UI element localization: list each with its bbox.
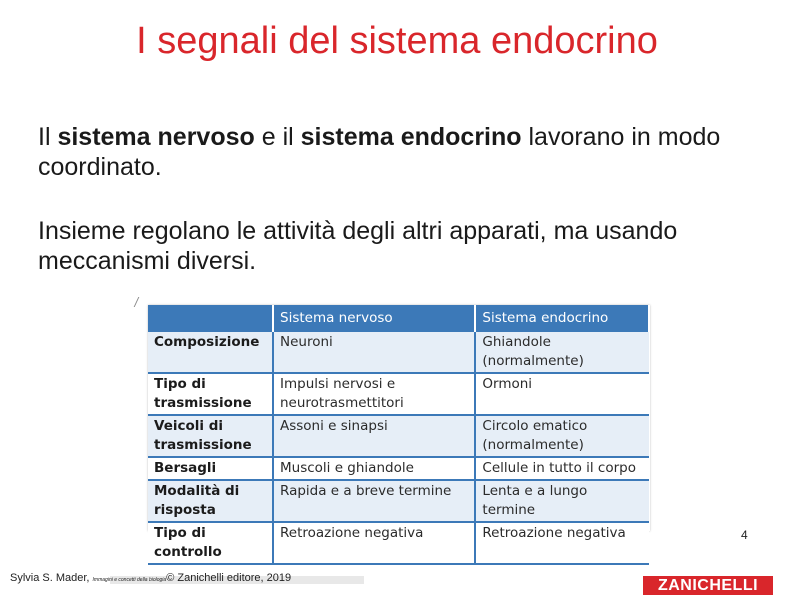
comparison-table-container [148, 305, 650, 560]
page-number: 4 [741, 528, 748, 542]
row-label: Tipo di trasmissione [148, 373, 273, 415]
table-row [148, 457, 649, 480]
table-header-endocrino: Sistema endocrino [475, 305, 649, 332]
row-label: Composizione [148, 332, 273, 373]
cell-endocrino: Ormoni [475, 373, 649, 415]
table-row [148, 522, 649, 564]
cell-nervoso: Muscoli e ghiandole [273, 457, 475, 480]
cell-nervoso: Rapida e a breve termine [273, 480, 475, 522]
cell-endocrino: Cellule in tutto il corpo [475, 457, 649, 480]
footer-citation [10, 572, 291, 584]
slide-title: I segnali del sistema endocrino [136, 20, 658, 62]
footer-publisher: © Zanichelli editore, 2019 [166, 572, 292, 584]
cell-endocrino: Ghiandole (normalmente) [475, 332, 649, 373]
footer-author: Sylvia S. Mader, [10, 572, 93, 584]
decorative-stroke [134, 297, 148, 307]
cell-endocrino: Retroazione negativa [475, 522, 649, 564]
paragraph-regulation: Insieme regolano le attività degli altri apparati, ma usando meccanismi diversi. [38, 217, 678, 275]
footer-book-title: Immagini e concetti della biologia [92, 577, 167, 583]
row-label: Modalità di risposta [148, 480, 273, 522]
cell-nervoso: Retroazione negativa [273, 522, 475, 564]
p1-text-1: Il [38, 123, 58, 151]
cell-nervoso: Neuroni [273, 332, 475, 373]
cell-nervoso: Assoni e sinapsi [273, 415, 475, 457]
cell-nervoso: Impulsi nervosi e neurotrasmettitori [273, 373, 475, 415]
table-header-nervoso: Sistema nervoso [273, 305, 475, 332]
table-row [148, 332, 649, 373]
p1-bold-endocrino: sistema endocrino [300, 123, 522, 151]
table-header-row [148, 305, 649, 332]
table-row [148, 373, 649, 415]
comparison-table [148, 305, 650, 565]
row-label: Veicoli di trasmissione [148, 415, 273, 457]
paragraph-coordination [38, 122, 758, 182]
cell-endocrino: Circolo ematico (normalmente) [475, 415, 649, 457]
row-label: Bersagli [148, 457, 273, 480]
p1-bold-nervoso: sistema nervoso [57, 123, 255, 151]
table-row [148, 480, 649, 522]
table-header-corner [148, 305, 273, 332]
p1-text-2: e il [254, 123, 301, 151]
cell-endocrino: Lenta e a lungo termine [475, 480, 649, 522]
p1-text-3: lavorano in modo coordinato. [38, 123, 721, 181]
row-label: Tipo di controllo [148, 522, 273, 564]
table-row [148, 415, 649, 457]
zanichelli-logo: ZANICHELLI [643, 576, 773, 595]
